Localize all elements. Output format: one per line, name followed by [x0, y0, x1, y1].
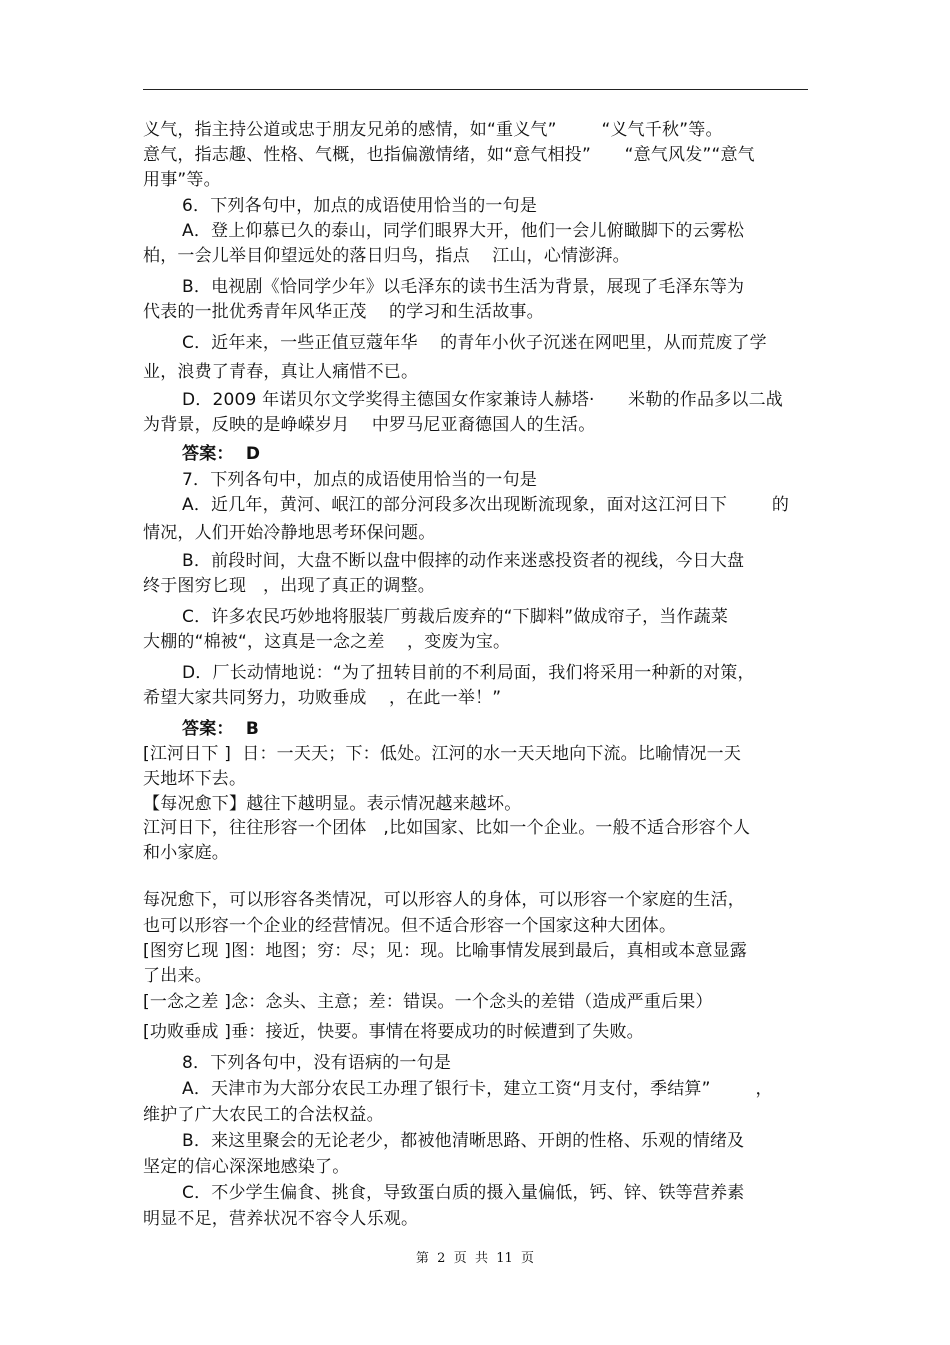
text-line: 江河日下，往往形容一个团体 ,比如国家、比如一个企业。一般不适合形容个人 — [143, 818, 751, 838]
text-line: 意气，指志趣、性格、气概，也指偏激情绪，如“意气相投” “意气风发”“意气 — [143, 145, 755, 165]
text-line: C．近年来，一些正值豆蔻年华 的青年小伙子沉迷在网吧里，从而荒废了学 — [182, 333, 767, 353]
text-line: 了出来。 — [143, 966, 212, 986]
text-line: [江河日下 ] 日：一天天；下：低处。江河的水一天天地向下流。比喻情况一天 — [143, 744, 742, 764]
text-line: 每况愈下，可以形容各类情况，可以形容人的身体，可以形容一个家庭的生活， — [143, 890, 745, 910]
text-line: [图穷匕现 ]图：地图；穷：尽；见：现。比喻事情发展到最后，真相或本意显露 — [143, 941, 748, 961]
text-line: 为背景，反映的是峥嵘岁月 中罗马尼亚裔德国人的生活。 — [143, 415, 596, 435]
text-line: A．近几年，黄河、岷江的部分河段多次出现断流现象，面对这江河日下 的 — [182, 495, 790, 515]
text-line: 用事”等。 — [143, 170, 221, 190]
page-number-footer: 第 2 页 共 11 页 — [415, 1251, 535, 1266]
text-line: [功败垂成 ]垂：接近，快要。事情在将要成功的时候遭到了失败。 — [143, 1022, 644, 1042]
text-line: B．前段时间，大盘不断以盘中假摔的动作来迷惑投资者的视线，今日大盘 — [182, 551, 745, 571]
text-line: 代表的一批优秀青年风华正茂 的学习和生活故事。 — [143, 302, 544, 322]
text-line: 明显不足，营养状况不容令人乐观。 — [143, 1209, 419, 1229]
text-line: 业，浪费了青春，真让人痛惜不已。 — [143, 362, 419, 382]
text-line: 也可以形容一个企业的经营情况。但不适合形容一个国家这种大团体。 — [143, 916, 677, 936]
text-line: D．厂长动情地说：“为了扭转目前的不利局面，我们将采用一种新的对策， — [182, 663, 755, 683]
text-line: C．不少学生偏食、挑食，导致蛋白质的摄入量偏低，钙、锌、铁等营养素 — [182, 1183, 745, 1203]
answer-label: 答案： B — [182, 719, 259, 739]
text-line: 7．下列各句中，加点的成语使用恰当的一句是 — [182, 470, 538, 490]
text-line: 希望大家共同努力，功败垂成 ，在此一举！” — [143, 688, 502, 708]
text-line: A．天津市为大部分农民工办理了银行卡，建立工资“月支付，季结算” ， — [182, 1079, 773, 1099]
text-line: B．电视剧《恰同学少年》以毛泽东的读书生活为背景，展现了毛泽东等为 — [182, 277, 745, 297]
text-line: 坚定的信心深深地感染了。 — [143, 1157, 350, 1177]
text-line: 6．下列各句中，加点的成语使用恰当的一句是 — [182, 196, 538, 216]
text-line: B．来这里聚会的无论老少，都被他清晰思路、开朗的性格、乐观的情绪及 — [182, 1131, 745, 1151]
text-line: C．许多农民巧妙地将服装厂剪裁后废弃的“下脚料”做成帘子，当作蔬菜 — [182, 607, 729, 627]
text-line: 和小家庭。 — [143, 843, 229, 863]
text-line: 终于图穷匕现 ，出现了真正的调整。 — [143, 576, 436, 596]
text-line: 大棚的“棉被“，这真是一念之差 ，变废为宝。 — [143, 632, 511, 652]
text-line: 【每况愈下】越往下越明显。表示情况越来越坏。 — [143, 794, 522, 814]
text-line: 情况，人们开始冷静地思考环保问题。 — [143, 523, 436, 543]
header-rule — [143, 89, 808, 90]
text-line: [一念之差 ]念：念头、主意；差：错误。一个念头的差错（造成严重后果） — [143, 992, 713, 1012]
text-line: A．登上仰慕已久的泰山，同学们眼界大开，他们一会儿俯瞰脚下的云雾松 — [182, 221, 745, 241]
text-line: D．2009 年诺贝尔文学奖得主德国女作家兼诗人赫塔· 米勒的作品多以二战 — [182, 390, 783, 410]
text-line: 天地坏下去。 — [143, 769, 247, 789]
text-line: 维护了广大农民工的合法权益。 — [143, 1105, 384, 1125]
text-line: 柏，一会儿举目仰望远处的落日归鸟，指点 江山，心情澎湃。 — [143, 246, 630, 266]
text-line: 义气，指主持公道或忠于朋友兄弟的感情，如“重义气” “义气千秋”等。 — [143, 120, 723, 140]
answer-label: 答案： D — [182, 444, 261, 464]
text-line: 8．下列各句中，没有语病的一句是 — [182, 1053, 452, 1073]
